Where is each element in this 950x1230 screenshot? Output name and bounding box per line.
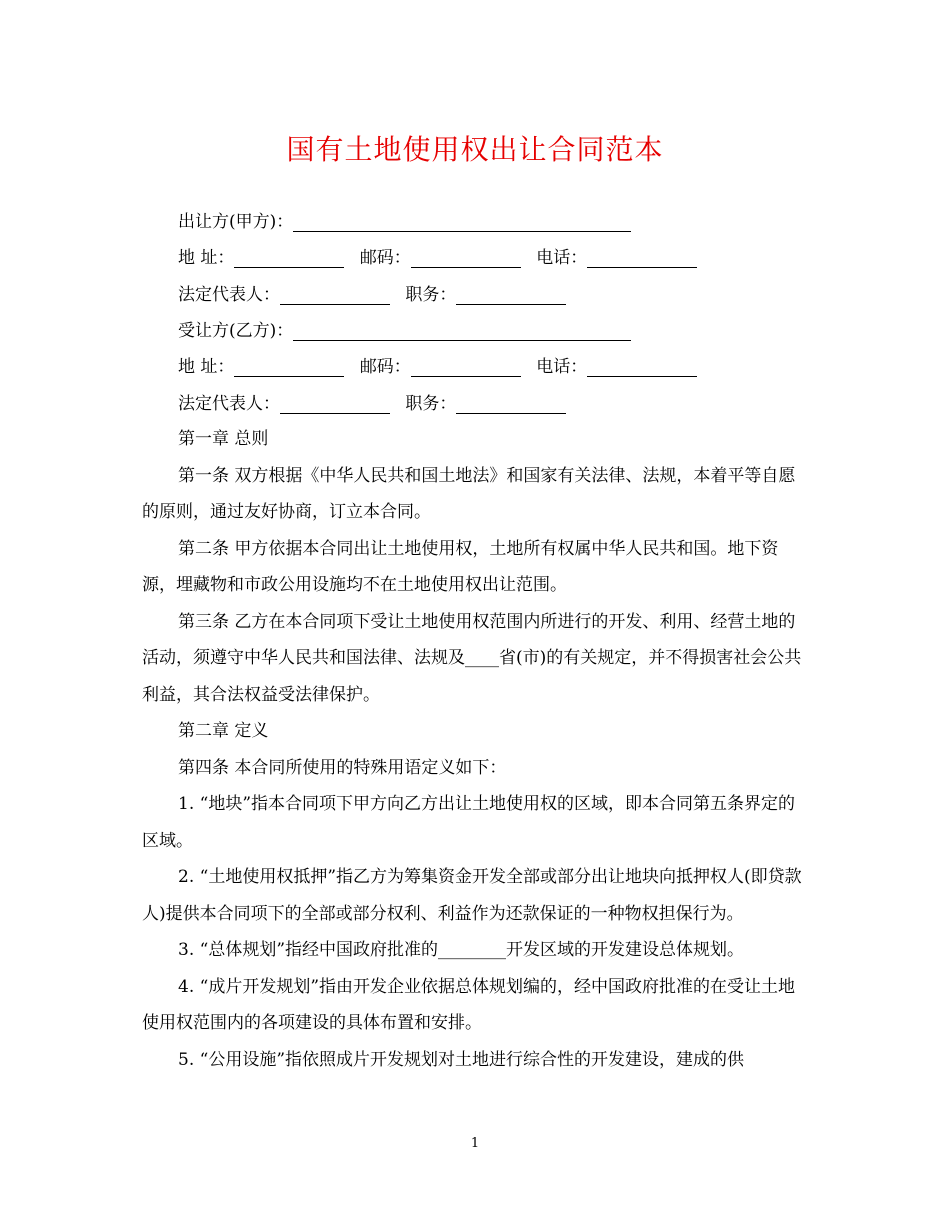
legal-rep-blank[interactable] <box>280 396 390 414</box>
page-number: 1 <box>470 1136 480 1151</box>
transferee-contact-line <box>178 355 697 379</box>
address-label: 地 址： <box>178 357 235 377</box>
legal-rep-label: 法定代表人： <box>178 285 280 305</box>
definition-item: 4. “成片开发规划”指由开发企业依据总体规划编的，经中国政府批准的在受让土地使用权范围内的各项建设的具体布置和安排。 <box>142 976 796 1033</box>
postcode-blank[interactable] <box>411 359 521 377</box>
phone-label: 电话： <box>536 357 588 377</box>
article-paragraph: 第一条 双方根据《中华人民共和国土地法》和国家有关法律、法规，本着平等自愿的原则，通过友好协商，订立本合同。 <box>142 465 796 522</box>
definition-item: 5. “公用设施”指依照成片开发规划对土地进行综合性的开发建设，建成的供 <box>178 1049 745 1070</box>
transferee-blank[interactable] <box>293 323 631 341</box>
chapter-heading: 第二章 定义 <box>178 721 269 741</box>
position-label: 职务： <box>405 394 457 414</box>
article-paragraph: 第三条 乙方在本合同项下受让土地使用权范围内所进行的开发、利用、经营土地的活动，须遵守中华人民共和国法律、法规及____省(市)的有关规定，并不得损害社会公共利益，其合法权益受法律保护。 <box>142 611 802 705</box>
phone-blank[interactable] <box>587 250 697 268</box>
postcode-blank[interactable] <box>411 250 521 268</box>
postcode-label: 邮码： <box>359 357 411 377</box>
position-blank[interactable] <box>456 396 566 414</box>
transferee-label: 受让方(乙方)： <box>178 321 294 341</box>
phone-blank[interactable] <box>587 359 697 377</box>
definition-item: 2. “土地使用权抵押”指乙方为筹集资金开发全部或部分出让地块向抵押权人(即贷款人)提供本合同项下的全部或部分权利、利益作为还款保证的一种物权担保行为。 <box>142 867 802 924</box>
document-title: 国有土地使用权出让合同范本 <box>286 133 664 166</box>
transferor-rep-line <box>178 283 566 307</box>
article-paragraph: 第二条 甲方依据本合同出让土地使用权，土地所有权属中华人民共和国。地下资源，埋藏物和市政公用设施均不在土地使用权出让范围。 <box>142 538 779 595</box>
chapter-heading: 第一章 总则 <box>178 429 269 449</box>
transferor-contact-line <box>178 246 697 270</box>
postcode-label: 邮码： <box>359 248 411 268</box>
legal-rep-label: 法定代表人： <box>178 394 280 414</box>
transferee-rep-line <box>178 392 566 416</box>
address-blank[interactable] <box>234 359 344 377</box>
transferor-blank[interactable] <box>293 214 631 232</box>
transferee-line <box>178 319 631 343</box>
legal-rep-blank[interactable] <box>280 287 390 305</box>
transferor-line <box>178 210 631 234</box>
contract-body <box>142 421 810 1078</box>
article-paragraph: 第四条 本合同所使用的特殊用语定义如下： <box>178 757 507 778</box>
phone-label: 电话： <box>536 248 588 268</box>
address-label: 地 址： <box>178 248 235 268</box>
transferor-label: 出让方(甲方)： <box>178 212 294 232</box>
position-label: 职务： <box>405 285 457 305</box>
definition-item: 3. “总体规划”指经中国政府批准的________开发区域的开发建设总体规划。 <box>178 940 745 960</box>
address-blank[interactable] <box>234 250 344 268</box>
position-blank[interactable] <box>456 287 566 305</box>
definition-item: 1. “地块”指本合同项下甲方向乙方出让土地使用权的区域，即本合同第五条界定的区域。 <box>142 794 796 851</box>
